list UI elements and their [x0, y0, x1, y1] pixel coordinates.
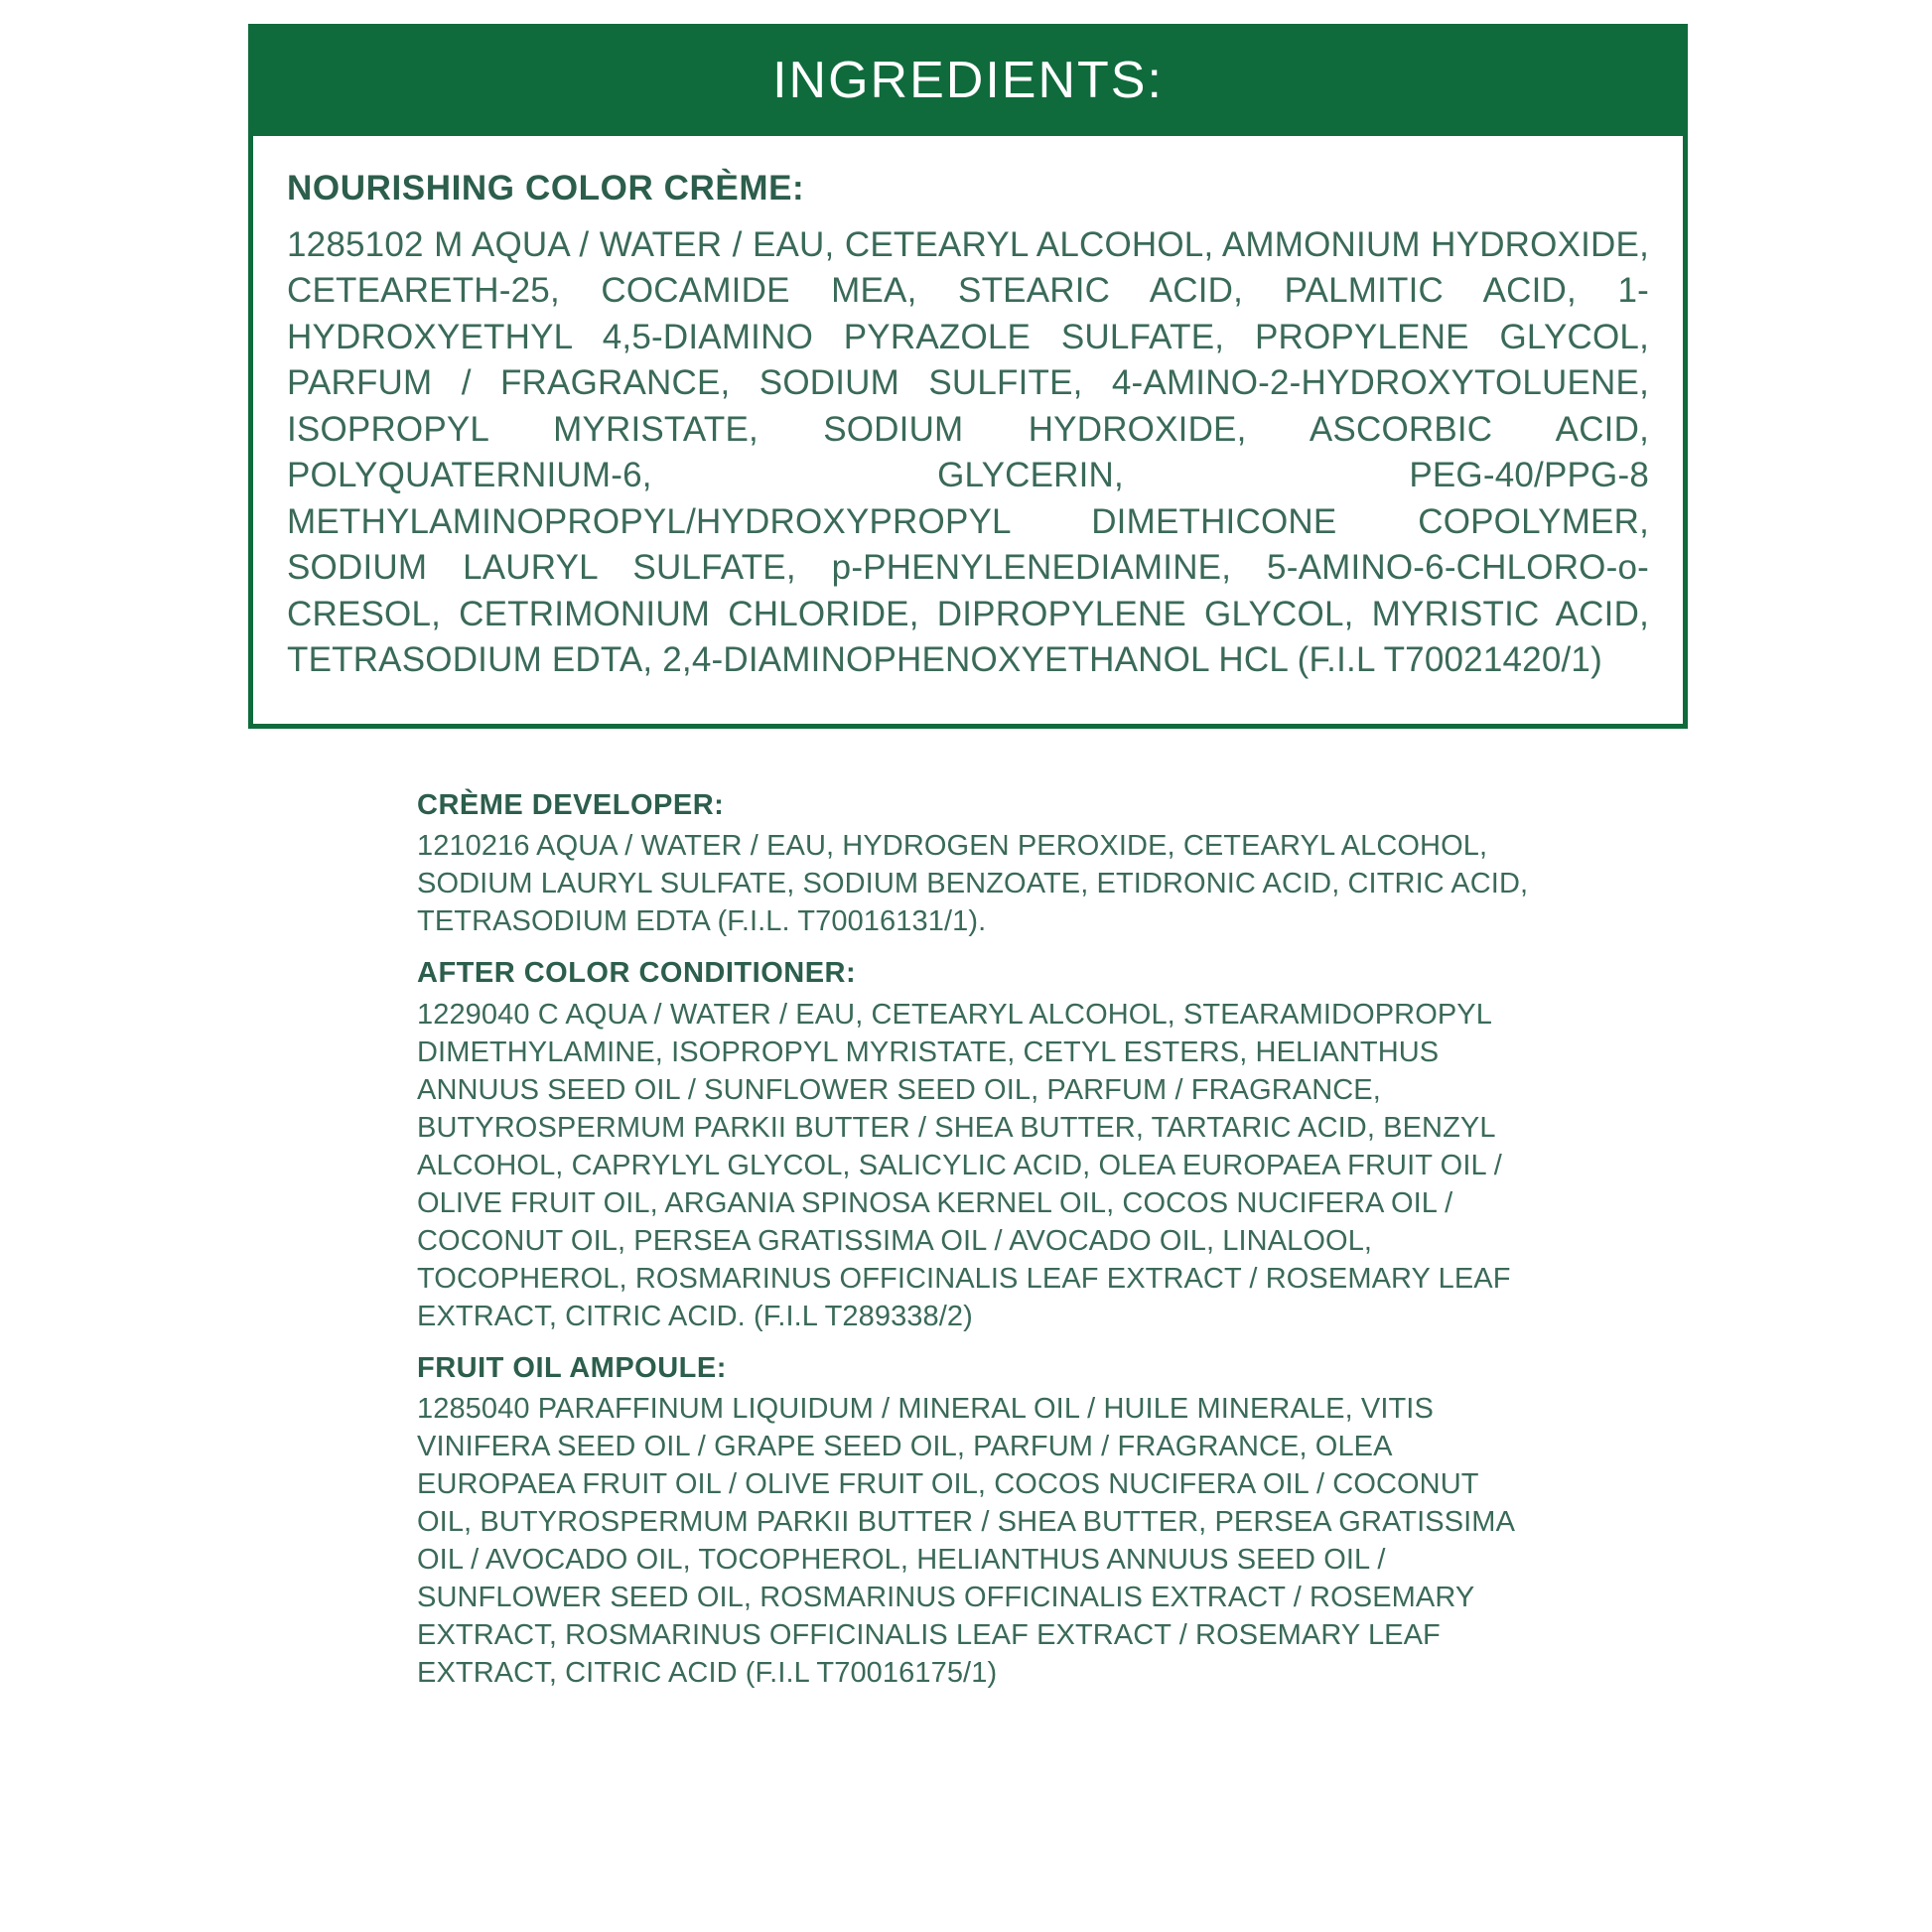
section-fruit-oil-ampoule [417, 1352, 1539, 1693]
primary-panel-body [253, 136, 1683, 724]
secondary-ingredients-column [417, 789, 1539, 1709]
section-text-creme-developer: 1210216 AQUA / WATER / EAU, HYDROGEN PEROXIDE, CETEARYL ALCOHOL, SODIUM LAURYL SULFATE, SODIUM BENZOATE, ETIDRONIC ACID, CITRIC ACID, TETRASODIUM EDTA (F.I.L. T70016131/1). [417, 830, 1529, 938]
section-text-nourishing-color-creme: 1285102 M AQUA / WATER / EAU, CETEARYL ALCOHOL, AMMONIUM HYDROXIDE, CETEARETH-25, COCAMIDE MEA, STEARIC ACID, PALMITIC ACID, 1-HYDROXYETHYL 4,5-DIAMINO PYRAZOLE SULFATE, PROPYLENE GLYCOL, PARFUM / FRAGRANCE, SODIUM SULFITE, 4-AMINO-2-HYDROXYTOLUENE, ISOPROPYL MYRISTATE, SODIUM HYDROXIDE, ASCORBIC ACID, POLYQUATERNIUM-6, GLYCERIN, PEG-40/PPG-8 METHYLAMINOPROPYL/HYDROXYPROPYL DIMETHICONE COPOLYMER, SODIUM LAURYL SULFATE, p-PHENYLENEDIAMINE, 5-AMINO-6-CHLORO-o-CRESOL, CETRIMONIUM CHLORIDE, DIPROPYLENE GLYCOL, MYRISTIC ACID, TETRASODIUM EDTA, 2,4-DIAMINOPHENOXYETHANOL HCL (F.I.L T70021420/1) [287, 224, 1649, 680]
section-heading-after-color-conditioner: AFTER COLOR CONDITIONER: [417, 957, 857, 990]
ingredients-banner-title: INGREDIENTS: [253, 29, 1683, 136]
section-text-after-color-conditioner: 1229040 C AQUA / WATER / EAU, CETEARYL ALCOHOL, STEARAMIDOPROPYL DIMETHYLAMINE, ISOPROPYL MYRISTATE, CETYL ESTERS, HELIANTHUS ANNUUS SEED OIL / SUNFLOWER SEED OIL, PARFUM / FRAGRANCE, BUTYROSPERMUM PARKII BUTTER / SHEA BUTTER, TARTARIC ACID, BENZYL ALCOHOL, CAPRYLYL GLYCOL, SALICYLIC ACID, OLEA EUROPAEA FRUIT OIL / OLIVE FRUIT OIL, ARGANIA SPINOSA KERNEL OIL, COCOS NUCIFERA OIL / COCONUT OIL, PERSEA GRATISSIMA OIL / AVOCADO OIL, LINALOOL, TOCOPHEROL, ROSMARINUS OFFICINALIS LEAF EXTRACT / ROSEMARY LEAF EXTRACT, CITRIC ACID. (F.I.L T289338/2) [417, 998, 1511, 1332]
section-creme-developer [417, 789, 1539, 941]
section-heading-creme-developer: CRÈME DEVELOPER: [417, 789, 725, 821]
section-heading-nourishing-color-creme: NOURISHING COLOR CRÈME: [287, 169, 805, 207]
section-text-fruit-oil-ampoule: 1285040 PARAFFINUM LIQUIDUM / MINERAL OIL / HUILE MINERALE, VITIS VINIFERA SEED OIL / GRAPE SEED OIL, PARFUM / FRAGRANCE, OLEA EUROPAEA FRUIT OIL / OLIVE FRUIT OIL, COCOS NUCIFERA OIL / COCONUT OIL, BUTYROSPERMUM PARKII BUTTER / SHEA BUTTER, PERSEA GRATISSIMA OIL / AVOCADO OIL, TOCOPHEROL, HELIANTHUS ANNUUS SEED OIL / SUNFLOWER SEED OIL, ROSMARINUS OFFICINALIS EXTRACT / ROSEMARY EXTRACT, ROSMARINUS OFFICINALIS LEAF EXTRACT / ROSEMARY LEAF EXTRACT, CITRIC ACID (F.I.L T70016175/1) [417, 1392, 1514, 1689]
section-after-color-conditioner [417, 957, 1539, 1335]
primary-ingredients-panel [248, 24, 1688, 729]
section-heading-fruit-oil-ampoule: FRUIT OIL AMPOULE: [417, 1351, 727, 1384]
